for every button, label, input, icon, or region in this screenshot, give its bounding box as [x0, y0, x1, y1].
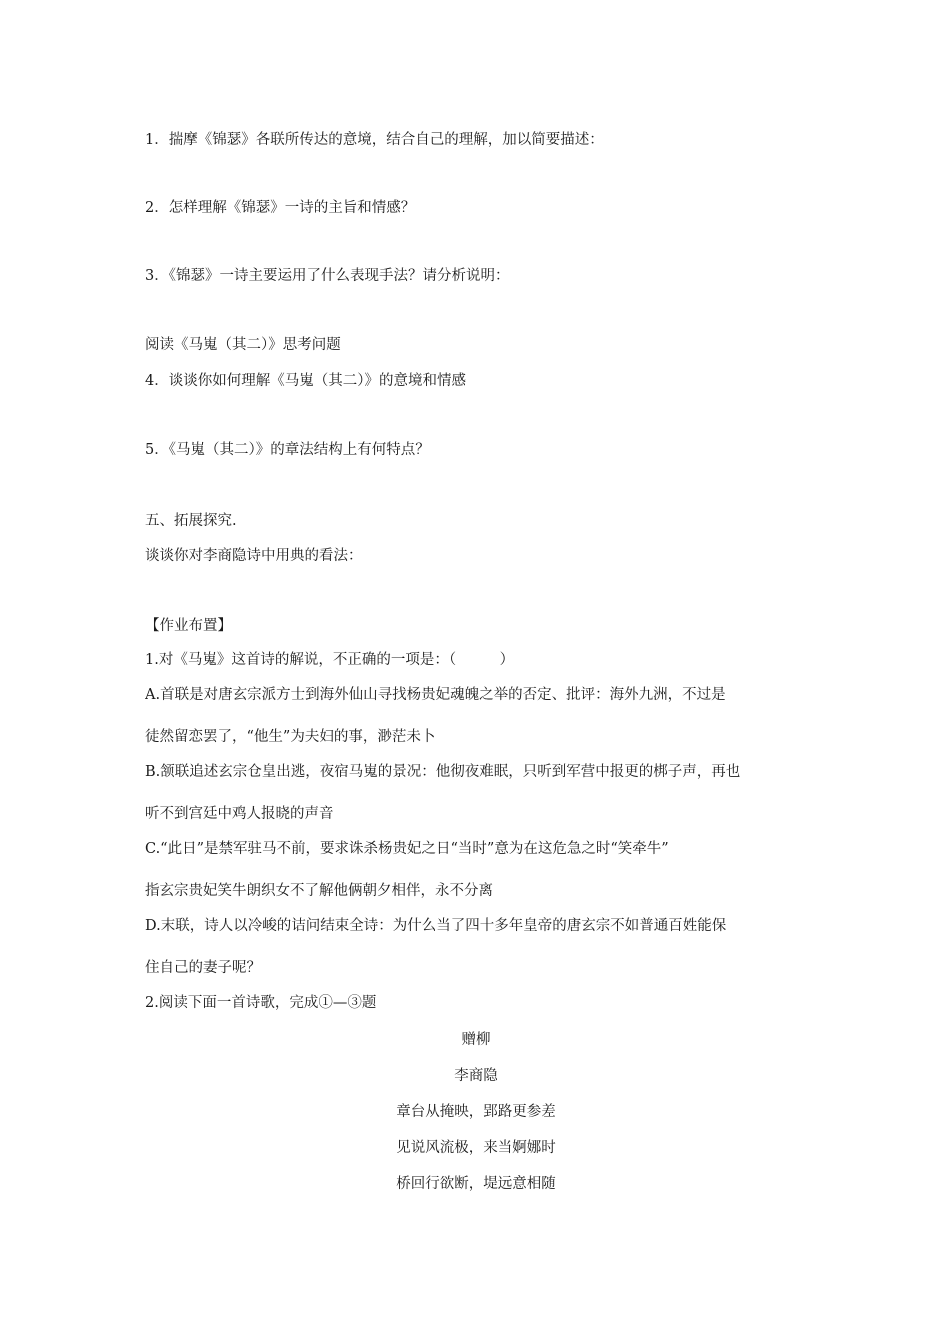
extension-prompt: 谈谈你对李商隐诗中用典的看法：: [145, 548, 363, 564]
poem-line-1: 章台从掩映，郢路更参差: [396, 1104, 556, 1120]
poem-title: 赠柳: [461, 1032, 491, 1048]
extension-heading: 五、拓展探究.: [145, 513, 237, 529]
question-4: 4．谈谈你如何理解《马嵬（其二）》的意境和情感: [145, 373, 466, 389]
question-1: 1．揣摩《锦瑟》各联所传达的意境，结合自己的理解，加以简要描述：: [145, 132, 604, 148]
option-c-line-1: C.“此日”是禁军驻马不前，要求诛杀杨贵妃之日“当时”意为在这危急之时“笑牵牛”: [145, 841, 669, 857]
poem-author: 李商隐: [454, 1068, 498, 1084]
option-a-line-1: A.首联是对唐玄宗派方士到海外仙山寻找杨贵妃魂魄之举的否定、批评：海外九洲，不过是: [145, 687, 726, 703]
homework-item-1-stem: 1.对《马嵬》这首诗的解说，不正确的一项是：（ ）: [145, 652, 515, 668]
poem-line-3: 桥回行欲断，堤远意相随: [396, 1176, 556, 1192]
option-b-line-1: B.颔联追述玄宗仓皇出逃，夜宿马嵬的景况：他彻夜难眠，只听到军营中报更的梆子声，再也: [145, 764, 741, 780]
homework-heading: 【作业布置】: [145, 618, 232, 634]
mawei-reading-heading: 阅读《马嵬（其二）》思考问题: [145, 337, 341, 353]
option-b-line-2: 听不到宫廷中鸡人报晓的声音: [145, 806, 334, 822]
option-c-line-2: 指玄宗贵妃笑牛朗织女不了解他俩朝夕相伴，永不分离: [145, 883, 493, 899]
homework-item-2-stem: 2.阅读下面一首诗歌，完成①—③题: [145, 995, 377, 1011]
poem-line-2: 见说风流极，来当婀娜时: [396, 1140, 556, 1156]
question-3: 3．《锦瑟》一诗主要运用了什么表现手法？请分析说明：: [145, 268, 510, 284]
option-d-line-2: 住自己的妻子呢？: [145, 960, 261, 976]
option-d-line-1: D.末联，诗人以冷峻的诘问结束全诗：为什么当了四十多年皇帝的唐玄宗不如普通百姓能保: [145, 918, 727, 934]
question-2: 2．怎样理解《锦瑟》一诗的主旨和情感？: [145, 200, 416, 216]
question-5: 5．《马嵬（其二）》的章法结构上有何特点？: [145, 442, 430, 458]
option-a-line-2: 徒然留恋罢了，“他生”为夫妇的事，渺茫未卜: [145, 729, 436, 745]
